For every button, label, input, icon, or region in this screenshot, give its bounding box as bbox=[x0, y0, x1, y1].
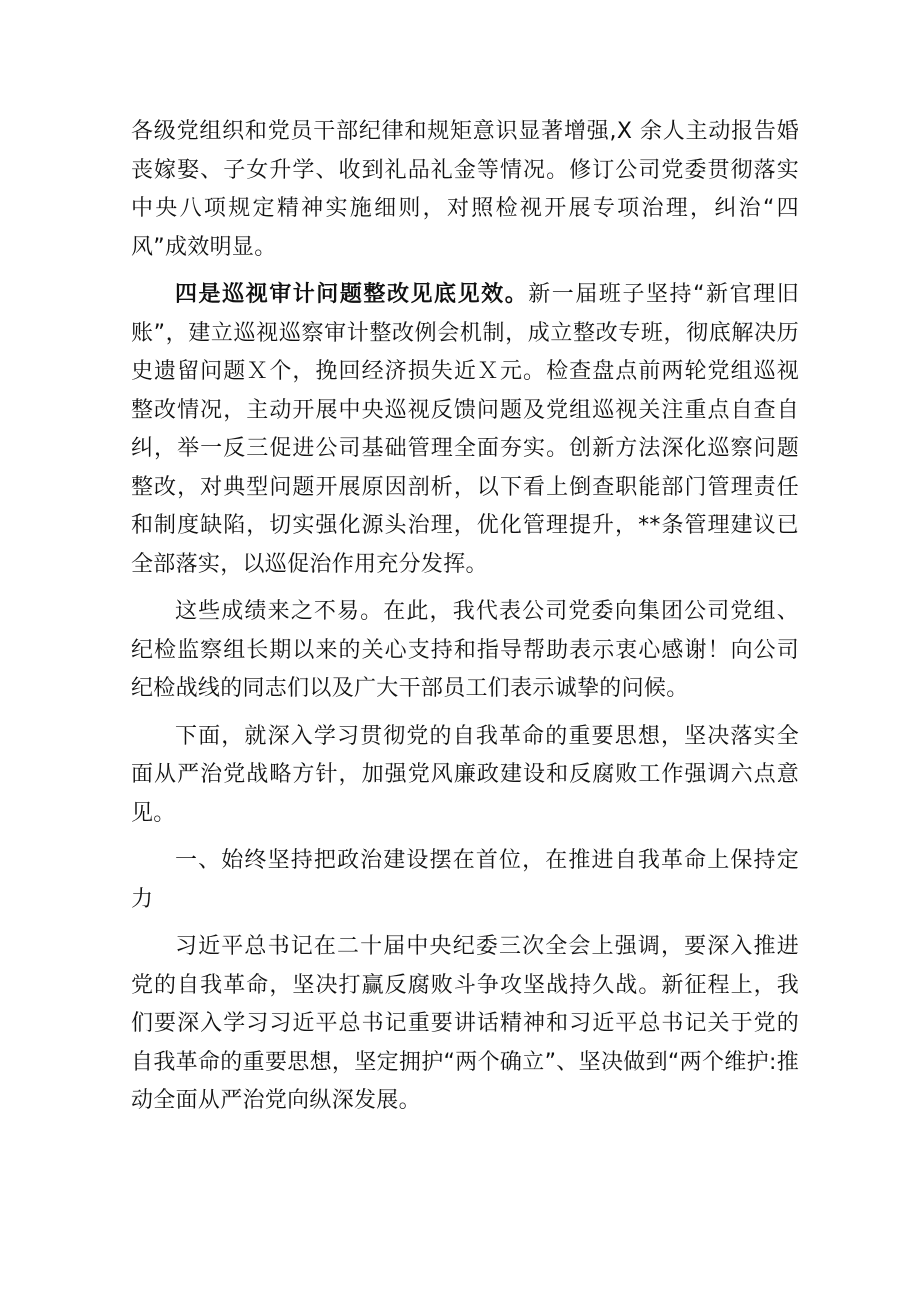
paragraph-six-opinions-intro: 下面，就深入学习贯彻党的自我革命的重要思想，坚决落实全面从严治党战略方针，加强党风廉政建设和反腐败工作强调六点意见。 bbox=[131, 723, 799, 826]
paragraph-gratitude: 这些成绩来之不易。在此，我代表公司党委向集团公司党组、纪检监察组长期以来的关心支持和指导帮助表示衷心感谢！向公司纪检战线的同志们以及广大干部员工们表示诚挚的问候。 bbox=[131, 599, 799, 701]
document-body bbox=[131, 113, 799, 1121]
paragraph-self-revolution: 习近平总书记在二十届中央纪委三次全会上强调，要深入推进党的自我革命，坚决打赢反腐败斗争攻坚战持久战。新征程上，我们要深入学习习近平总书记重要讲话精神和习近平总书记关于党的自我革命的重要思想，坚定拥护“两个确立”、坚决做到“两个维护:推动全面从严治党向纵深发展。 bbox=[131, 934, 799, 1113]
paragraph-discipline-awareness: 各级党组织和党员干部纪律和规矩意识显著增强,X 余人主动报告婚丧嫁娶、子女升学、收到礼品礼金等情况。修订公司党委贯彻落实中央八项规定精神实施细则，对照检视开展专项治理，纠治“四风”成效明显。 bbox=[131, 119, 799, 260]
paragraph-inspection-rectification bbox=[131, 276, 799, 584]
paragraph-body-text: 新一届班子坚持“新官理旧账”，建立巡视巡察审计整改例会机制，成立整改专班，彻底解决历史遗留问题Ｘ个，挽回经济损失近Ｘ元。检查盘点前两轮党组巡视整改情况，主动开展中央巡视反馈问题及党组巡视关注重点自查自纠，举一反三促进公司基础管理全面夯实。创新方法深化巡察问题整改，对典型问题开展原因剖析，以下看上倒查职能部门管理责任和制度缺陷，切实强化源头治理，优化管理提升，**条管理建议已全部落实，以巡促治作用充分发挥。 bbox=[131, 282, 799, 577]
paragraph-lead-heading: 四是巡视审计问题整改见底见效。 bbox=[175, 282, 529, 307]
section-heading-political-construction: 一、始终坚持把政治建设摆在首位，在推进自我革命上保持定力 bbox=[131, 848, 799, 912]
